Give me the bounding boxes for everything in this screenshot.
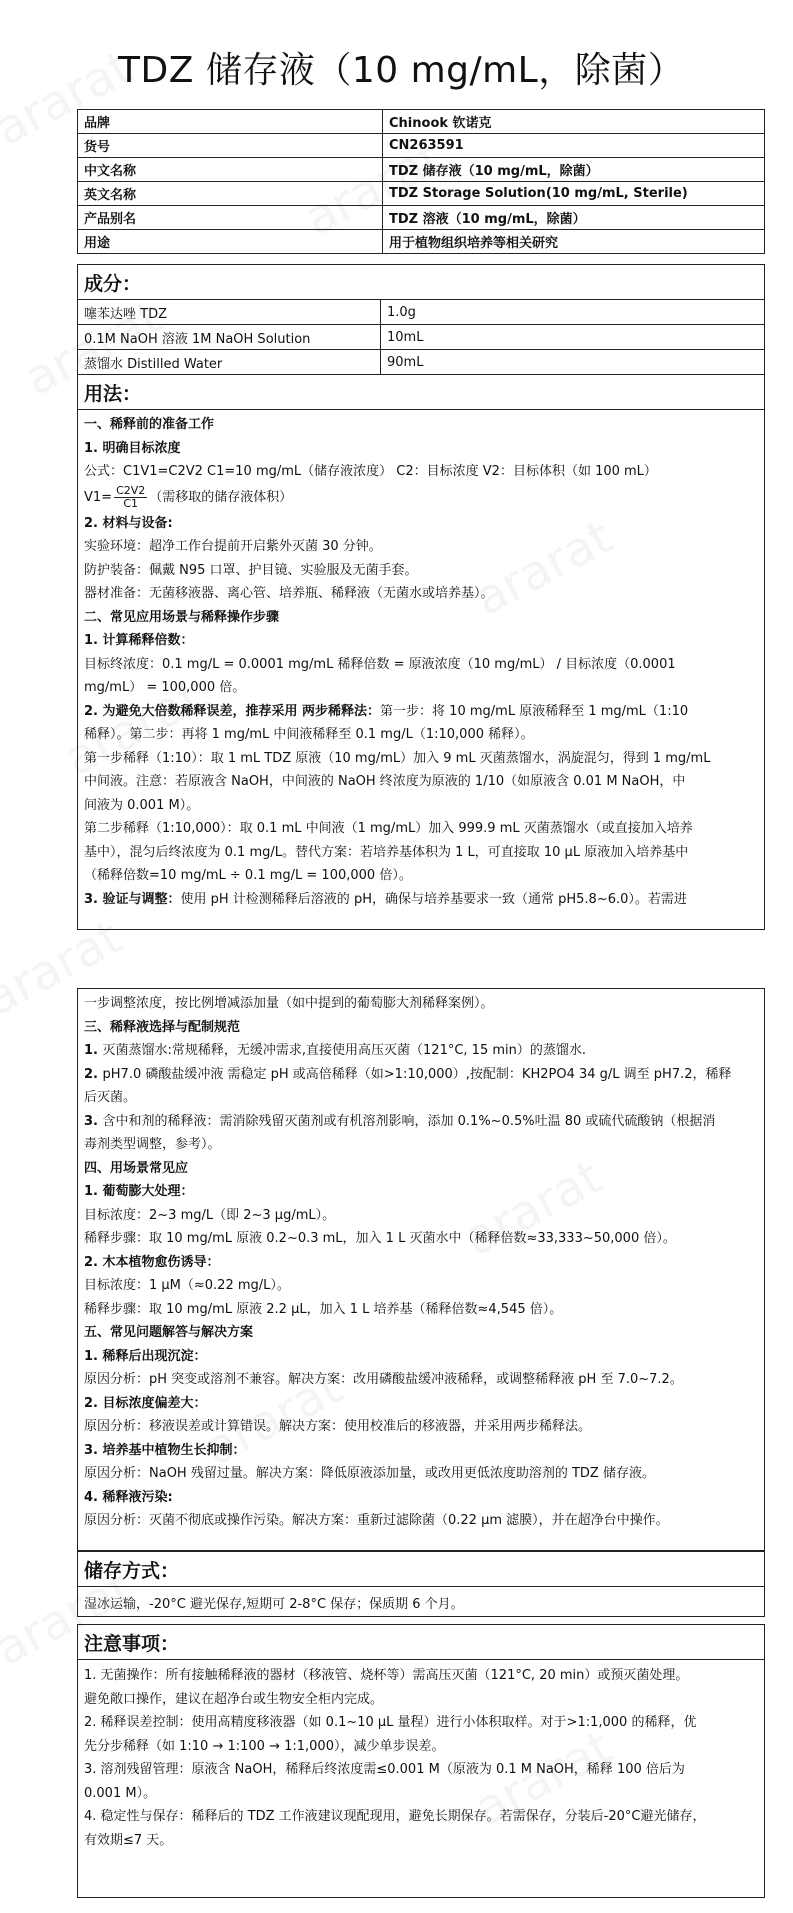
line-text: 间液为 0.001 M）。	[84, 797, 200, 813]
info-key: 产品别名	[78, 206, 383, 230]
text-line	[78, 1486, 764, 1510]
line-text: 原因分析：NaOH 残留过量。解决方案：降低原液添加量，或改用更低浓度助溶剂的 TDZ 储存液。	[84, 1466, 655, 1481]
text-line	[78, 460, 764, 484]
text-line	[78, 413, 764, 437]
text-line	[78, 1016, 764, 1040]
text-line	[78, 1509, 764, 1533]
line-text-suffix: （需移取的储存液体积）	[149, 489, 293, 505]
text-line	[78, 1063, 764, 1087]
line-text: 第一步稀释（1:10）：取 1 mL TDZ 原液（10 mg/mL）加入 9 mL 灭菌蒸馏水，涡旋混匀，得到 1 mg/mL	[84, 750, 711, 766]
text-line	[78, 864, 764, 888]
text-line	[78, 1110, 764, 1134]
line-text: 一、稀释前的准备工作	[84, 417, 215, 432]
line-text: 1. 明确目标浓度	[84, 440, 181, 456]
text-line	[78, 770, 764, 794]
text-line	[78, 817, 764, 841]
line-text: 3.	[84, 1113, 103, 1129]
component-amount: 1.0g	[381, 300, 765, 325]
text-line	[78, 1415, 764, 1439]
line-text: 4. 稀释液污染:	[84, 1489, 173, 1505]
line-text: 第二步稀释（1:10,000）：取 0.1 mL 中间液（1 mg/mL）加入 999.9 mL 灭菌蒸馏水（或直接加入培养	[84, 821, 693, 836]
line-text: 五、常见问题解答与解决方案	[84, 1325, 254, 1340]
info-row	[78, 158, 765, 182]
text-line	[78, 794, 764, 818]
component-amount: 10mL	[381, 325, 765, 350]
text-line	[78, 841, 764, 865]
line-text: 2. 材料与设备:	[84, 515, 173, 531]
line-text: mg/mL） = 100,000 倍。	[84, 680, 246, 695]
text-line	[78, 676, 764, 700]
text-line	[78, 1321, 764, 1345]
note-line: 1. 无菌操作：所有接触稀释液的器材（移液管、烧杯等）需高压灭菌（121°C, 20 min）或预灭菌处理。	[84, 1668, 689, 1683]
usage-part-1	[78, 410, 764, 911]
components-table	[78, 300, 764, 374]
component-name: 0.1M NaOH 溶液 1M NaOH Solution	[78, 325, 381, 350]
components-heading: 成分：	[78, 265, 764, 300]
text-line	[78, 1298, 764, 1322]
usage-heading: 用法：	[78, 374, 764, 410]
text-line	[78, 888, 764, 912]
notes-box	[77, 1624, 765, 1898]
info-row	[78, 110, 765, 134]
text-line	[78, 1392, 764, 1416]
note-line: 有效期≤7 天。	[84, 1832, 173, 1848]
line-text: 毒剂类型调整，参考）。	[84, 1137, 221, 1152]
line-text: 1. 稀释后出现沉淀：	[84, 1348, 207, 1364]
line-text: 三、稀释液选择与配制规范	[84, 1019, 241, 1035]
text-line	[78, 1180, 764, 1204]
text-line	[78, 1462, 764, 1486]
line-text: 公式：C1V1=C2V2 C1=10 mg/mL（储存液浓度） C2：目标浓度 V2：目标体积（如 100 mL）	[84, 464, 657, 479]
formula-fraction	[114, 485, 147, 510]
text-line	[78, 992, 764, 1016]
component-row	[78, 350, 764, 375]
text-line	[78, 559, 764, 583]
info-value: TDZ 储存液（10 mg/mL，除菌）	[383, 158, 765, 182]
info-key: 货号	[78, 134, 383, 158]
line-text: 中间液。注意：若原液含 NaOH，中间液的 NaOH 终浓度为原液的 1/10（如原液含 0.01 M NaOH，中	[84, 774, 686, 789]
line-text: 器材准备：无菌移液器、离心管、培养瓶、稀释液（无菌水或培养基）。	[84, 586, 494, 601]
usage-part-2	[78, 989, 764, 1533]
info-row	[78, 134, 765, 158]
note-line: 避免敞口操作，建议在超净台或生物安全柜内完成。	[84, 1691, 384, 1707]
storage-heading: 储存方式：	[78, 1552, 764, 1587]
info-key: 用途	[78, 230, 383, 254]
line-text: （稀释倍数=10 mg/mL ÷ 0.1 mg/L = 100,000 倍）。	[84, 868, 412, 883]
text-line	[78, 1439, 764, 1463]
line-text: 实验环境：超净工作台提前开启紫外灭菌 30 分钟。	[84, 539, 382, 554]
line-text: 2.	[84, 1066, 103, 1082]
line-text: 原因分析：灭菌不彻底或操作污染。解决方案：重新过滤除菌（0.22 μm 滤膜），并在超净台中操作。	[84, 1513, 669, 1528]
text-line	[78, 1039, 764, 1063]
text-line	[78, 723, 764, 747]
info-row	[78, 182, 765, 206]
line-text: V1=	[84, 489, 113, 505]
line-text: 原因分析：移液误差或计算错误。解决方案：使用校准后的移液器，并采用两步稀释法。	[84, 1419, 592, 1434]
line-text: 稀释步骤：取 10 mg/mL 原液 0.2~0.3 mL，加入 1 L 灭菌水中（稀释倍数≈33,333~50,000 倍）。	[84, 1231, 676, 1246]
line-text: 2. 为避免大倍数稀释误差，推荐采用 两步稀释法：	[84, 703, 381, 719]
info-value: TDZ Storage Solution(10 mg/mL, Sterile)	[383, 182, 765, 206]
line-text: 四、用场景常见应	[84, 1160, 189, 1176]
text-line	[78, 606, 764, 630]
line-text: 基中），混匀后终浓度为 0.1 mg/L。替代方案：若培养基体积为 1 L，可直接取 10 μL 原液加入培养基中	[84, 844, 689, 860]
text-line	[78, 1204, 764, 1228]
line-text: 1.	[84, 1043, 103, 1058]
text-line	[78, 1274, 764, 1298]
line-text: 稀释）。第二步：再将 1 mg/mL 中间液稀释至 0.1 mg/L（1:10,000 稀释）。	[84, 727, 534, 742]
info-value: Chinook 钦诺克	[383, 110, 765, 134]
notes-list	[78, 1660, 764, 1852]
text-line	[78, 1345, 764, 1369]
text-line	[78, 1368, 764, 1392]
text-line	[78, 629, 764, 653]
fraction-numerator: C2V2	[116, 483, 146, 497]
product-info-table	[77, 109, 765, 254]
component-row	[78, 325, 764, 350]
text-line	[78, 1086, 764, 1110]
line-text-rest: 使用 pH 计检测稀释后溶液的 pH，确保与培养基要求一致（通常 pH5.8~6.0）。若需进	[180, 891, 687, 907]
text-line	[78, 437, 764, 461]
text-line	[78, 1227, 764, 1251]
line-text: 目标浓度：2~3 mg/L（即 2~3 μg/mL）。	[84, 1207, 336, 1223]
line-text: 1. 计算稀释倍数：	[84, 633, 194, 648]
line-text: 3. 验证与调整：	[84, 891, 181, 907]
info-key: 中文名称	[78, 158, 383, 182]
text-line	[78, 535, 764, 559]
note-line: 3. 溶剂残留管理：原液含 NaOH，稀释后终浓度需≤0.001 M（原液为 0.1 M NaOH，稀释 100 倍后为	[84, 1762, 685, 1777]
notes-heading: 注意事项：	[78, 1625, 764, 1660]
content-box-1	[77, 264, 765, 930]
info-value: CN263591	[383, 134, 765, 158]
info-value: TDZ 溶液（10 mg/mL，除菌）	[383, 206, 765, 230]
line-text: 目标浓度：1 μM（≈0.22 mg/L）。	[84, 1278, 290, 1293]
info-row	[78, 206, 765, 230]
note-line: 4. 稳定性与保存：稀释后的 TDZ 工作液建议现配现用，避免长期保存。若需保存，分装后-20°C避光储存，	[84, 1809, 706, 1824]
line-text: 后灭菌。	[84, 1090, 137, 1105]
storage-text: 湿冰运输，-20°C 避光保存,短期可 2-8°C 保存；保质期 6 个月。	[84, 1597, 464, 1612]
storage-box	[77, 1551, 765, 1617]
info-row	[78, 230, 765, 254]
fraction-denominator: C1	[123, 496, 138, 510]
note-line: 先分步稀释（如 1:10 → 1:100 → 1:1,000），减少单步误差。	[84, 1738, 445, 1754]
note-line: 2. 稀释误差控制：使用高精度移液器（如 0.1~10 μL 量程）进行小体积取样。对于>1:1,000 的稀释，优	[84, 1715, 697, 1730]
line-text: 3. 培养基中植物生长抑制：	[84, 1442, 246, 1458]
line-text: 原因分析：pH 突变或溶剂不兼容。解决方案：改用磷酸盐缓冲液稀释，或调整稀释液 pH 至 7.0~7.2。	[84, 1372, 683, 1387]
text-line	[78, 653, 764, 677]
note-line: 0.001 M）。	[84, 1785, 157, 1801]
line-text: 1. 葡萄膨大处理：	[84, 1184, 194, 1199]
text-line	[78, 582, 764, 606]
line-text: 目标终浓度：0.1 mg/L = 0.0001 mg/mL 稀释倍数 = 原液浓度（10 mg/mL） / 目标浓度（0.0001	[84, 656, 676, 672]
page-title: TDZ 储存液（10 mg/mL，除菌）	[118, 50, 685, 91]
line-text: 一步调整浓度，按比例增减添加量（如中提到的葡萄膨大剂稀释案例）。	[84, 996, 494, 1011]
text-line	[78, 747, 764, 771]
line-text: 稀释步骤：取 10 mg/mL 原液 2.2 μL，加入 1 L 培养基（稀释倍数≈4,545 倍）。	[84, 1301, 563, 1317]
info-key: 英文名称	[78, 182, 383, 206]
text-line	[78, 1251, 764, 1275]
text-line	[78, 700, 764, 724]
component-name: 噻苯达唑 TDZ	[78, 300, 381, 325]
line-text-rest: 第一步：将 10 mg/mL 原液稀释至 1 mg/mL（1:10	[380, 703, 689, 719]
text-line	[78, 1133, 764, 1157]
text-line	[78, 484, 764, 512]
content-box-2	[77, 988, 765, 1551]
info-key: 品牌	[78, 110, 383, 134]
line-text: 二、常见应用场景与稀释操作步骤	[84, 609, 280, 625]
line-text-rest: pH7.0 磷酸盐缓冲液 需稳定 pH 或高倍稀释（如>1:10,000）,按配制：KH2PO4 34 g/L 调至 pH7.2，稀释	[102, 1066, 732, 1082]
text-line	[78, 512, 764, 536]
component-row	[78, 300, 764, 325]
text-line	[78, 1157, 764, 1181]
line-text: 防护装备：佩戴 N95 口罩、护目镜、实验服及无菌手套。	[84, 562, 418, 578]
line-text-rest: 含中和剂的稀释液：需消除残留灭菌剂或有机溶剂影响，添加 0.1%~0.5%吐温 80 或硫代硫酸钠（根据消	[102, 1113, 716, 1129]
component-amount: 90mL	[387, 354, 424, 370]
line-text: 2. 目标浓度偏差大：	[84, 1395, 207, 1411]
line-text-rest: 灭菌蒸馏水:常规稀释，无缓冲需求,直接使用高压灭菌（121°C, 15 min）的蒸馏水.	[102, 1043, 587, 1058]
component-name: 蒸馏水 Distilled Water	[78, 350, 381, 375]
info-value: 用于植物组织培养等相关研究	[383, 230, 765, 254]
line-text: 2. 木本植物愈伤诱导：	[84, 1254, 220, 1270]
